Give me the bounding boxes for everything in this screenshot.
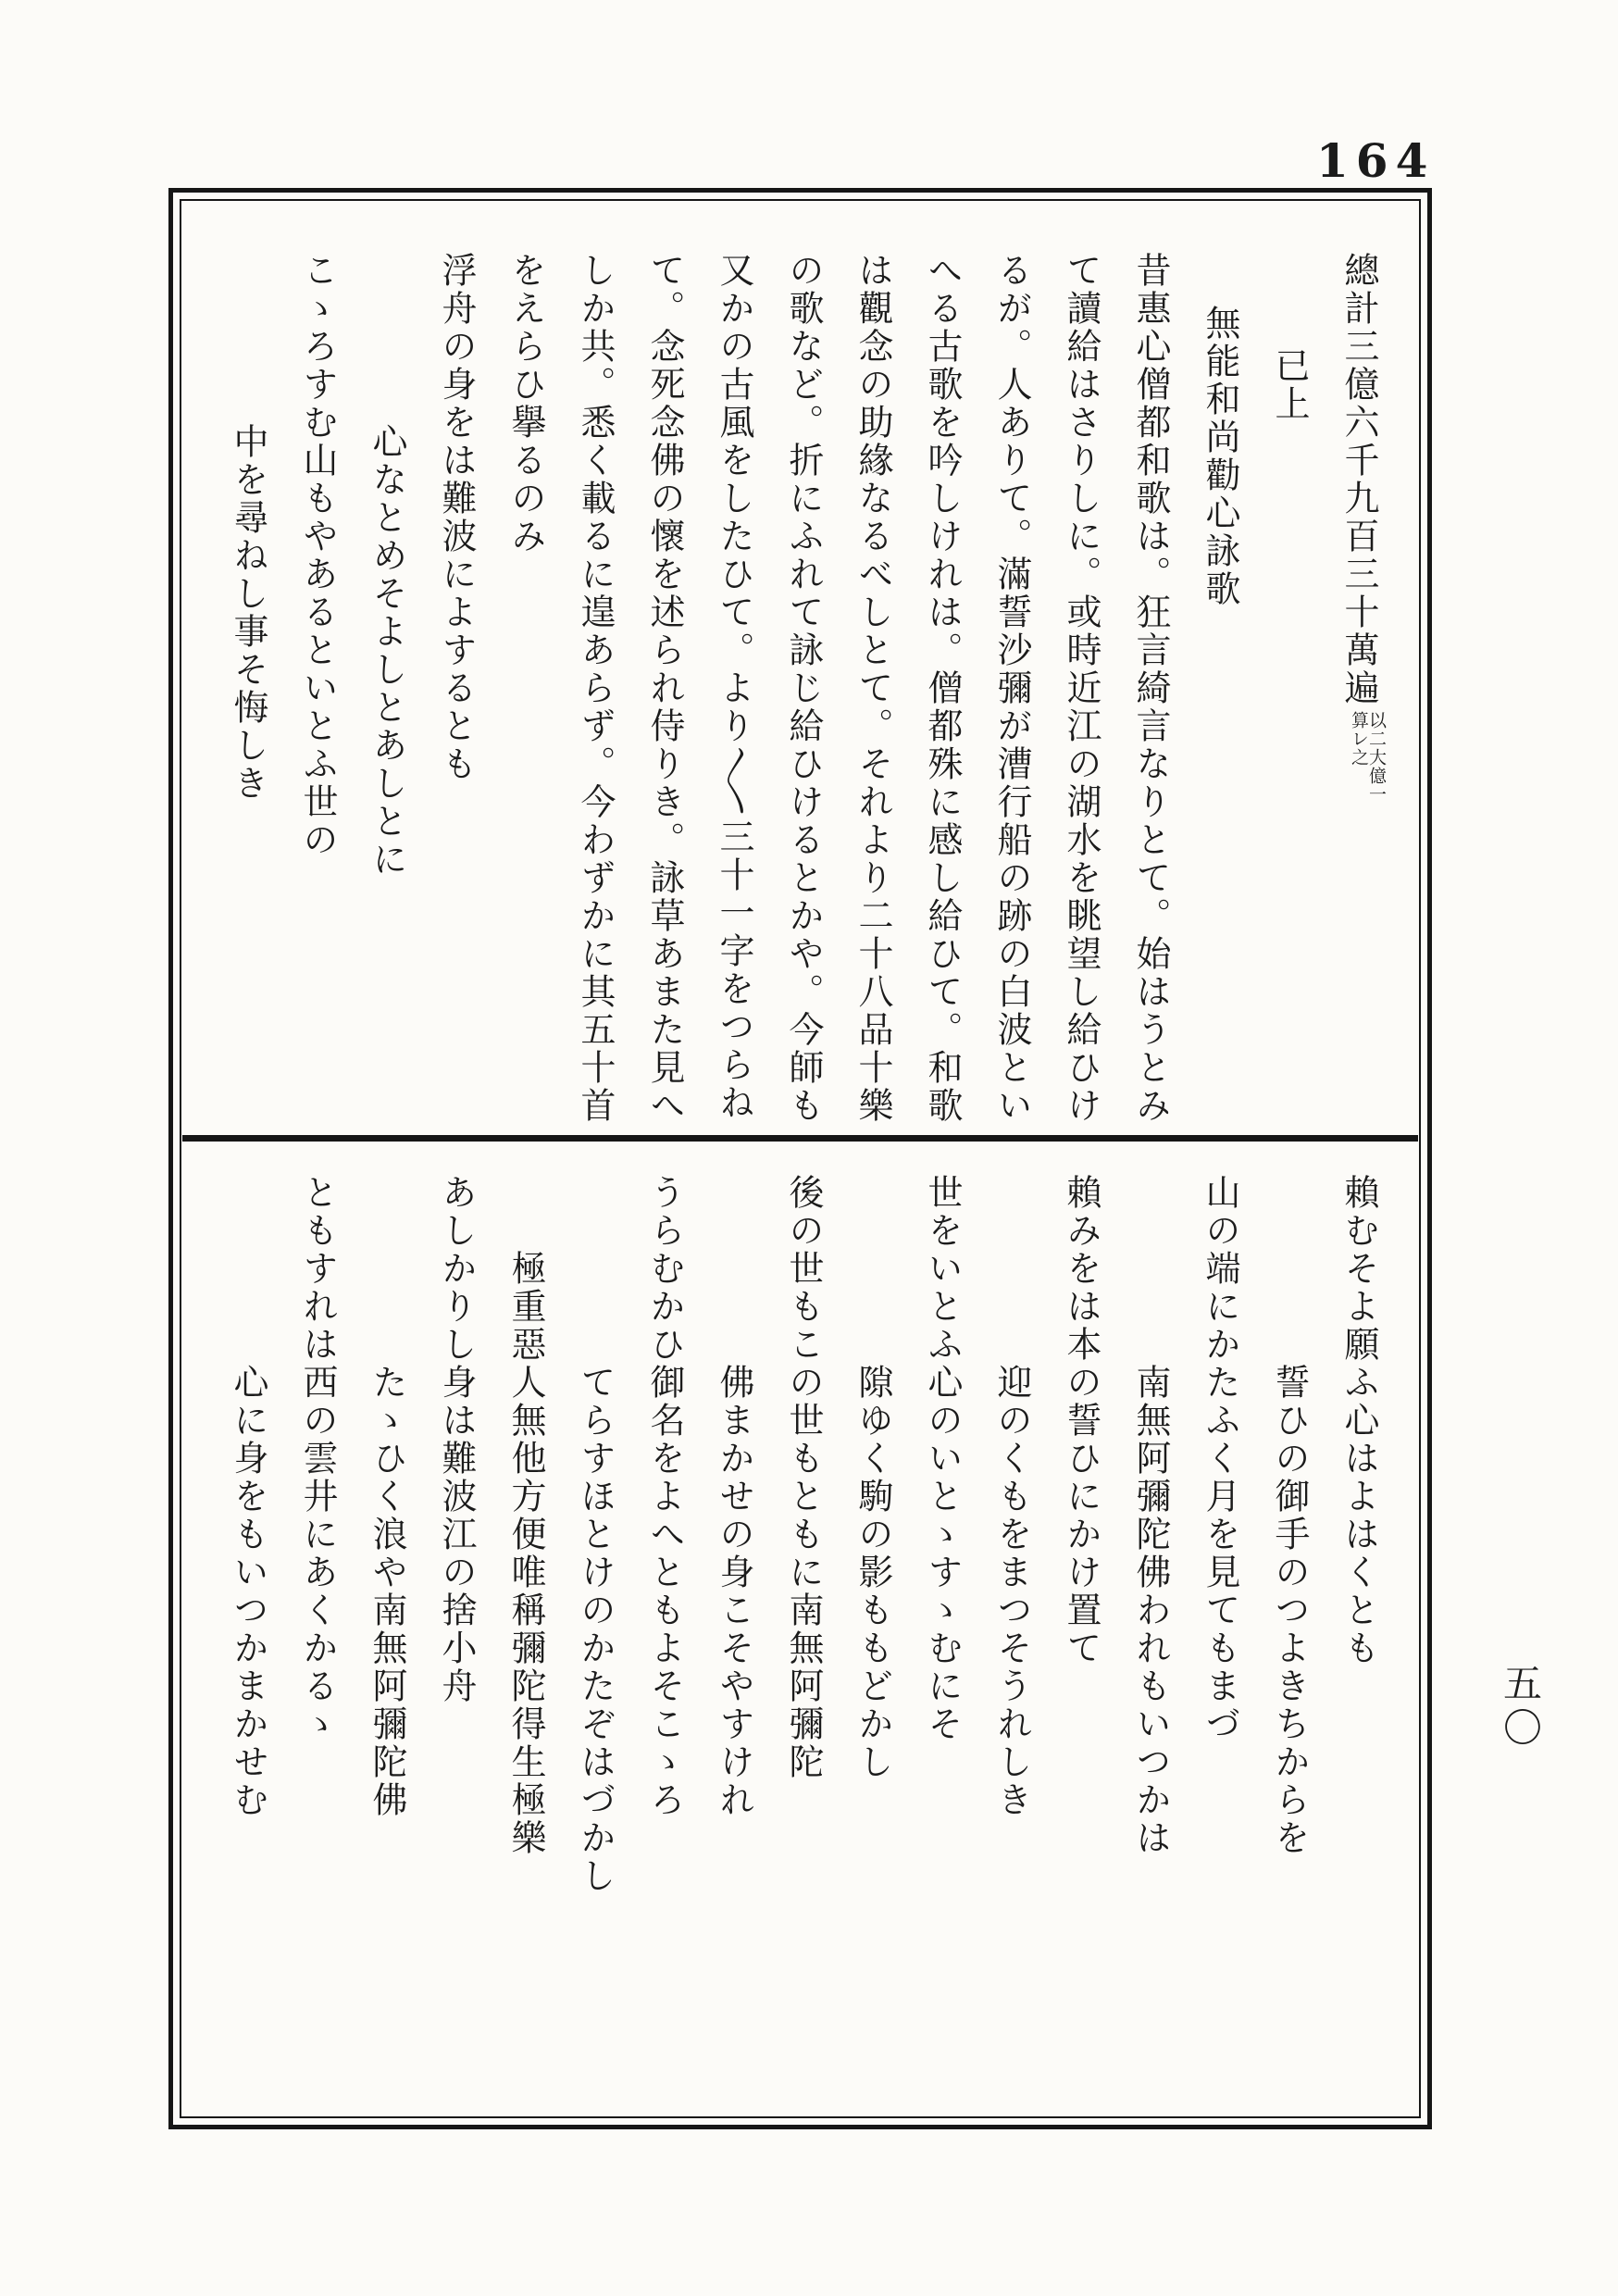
text-column: あしかりし身は難波江の捨小舟 — [436, 1174, 477, 1705]
text-column: 後の世もこの世もともに南無阿彌陀 — [783, 1174, 824, 1781]
text-column: うらむかひ御名をよへともよそこゝろ — [644, 1174, 685, 1819]
text-column: 浮舟の身をは難波によするとも — [436, 252, 477, 783]
text-column: 極重惡人無他方便唯稱彌陀得生極樂 — [505, 1250, 546, 1857]
text-column: は觀念の助緣なるべしとて。それより二十八品十樂 — [853, 252, 893, 1125]
text-column: てらすほとけのかたぞはづかし — [575, 1364, 616, 1895]
text-column: 賴むそよ願ふ心はよはくとも — [1338, 1174, 1379, 1667]
text-column: 昔惠心僧都和歌は。狂言綺言なりとて。始はうとみ — [1130, 252, 1171, 1125]
folio-marker: 五〇 — [1498, 1663, 1543, 1752]
text-column: 總計三億六千九百三十萬遍 以二大億一 算レ之 — [1338, 252, 1387, 804]
text-column: て。念死念佛の懷を述られ侍りき。詠草あまた見へ — [644, 252, 685, 1125]
warichu-note: 以二大億一 算レ之 — [1349, 711, 1387, 804]
text-column: 佛まかせの身こそやすけれ — [714, 1364, 754, 1819]
lower-text-section — [206, 1163, 1393, 2116]
text-column: の歌など。折にふれて詠じ給ひけるとかや。今師も — [783, 252, 824, 1125]
text-column: 心に身をもいつかまかせむ — [228, 1364, 268, 1819]
text-column: ともすれは西の雲井にあくかるゝ — [297, 1174, 338, 1743]
text-column: たゝひく浪や南無阿彌陀佛 — [367, 1364, 407, 1819]
text-column: 世をいとふ心のいとゝすゝむにそ — [922, 1174, 963, 1743]
text-column: 已上 — [1269, 347, 1310, 423]
text-column: をえらひ擧るのみ — [505, 252, 546, 555]
page-number: 164 — [1316, 133, 1436, 188]
text-column: 又かの古風をしたひて。より〱三十一字をつらね — [714, 252, 754, 1122]
text-column: 南無阿彌陀佛われもいつかは — [1130, 1364, 1171, 1857]
text-column: 迎のくもをまつそうれしき — [991, 1364, 1032, 1819]
text-column: 山の端にかたふく月を見てもまづ — [1200, 1174, 1240, 1743]
text-column: 誓ひの御手のつよきちからを — [1269, 1364, 1310, 1857]
text-column: 賴みをは本の誓ひにかけ置て — [1061, 1174, 1101, 1667]
text-column: るが。人ありて。滿誓沙彌が漕行船の跡の白波とい — [991, 252, 1032, 1125]
text-column: 隙ゆく駒の影ももどかし — [853, 1364, 893, 1781]
upper-text-section — [206, 241, 1393, 1135]
text-column: て讀給はさりしに。或時近江の湖水を眺望し給ひけ — [1061, 252, 1101, 1125]
section-divider-rule — [182, 1135, 1418, 1142]
text-column: 心なとめそよしとあしとに — [367, 423, 407, 879]
text-column: こゝろすむ山もやあるといとふ世の — [297, 252, 338, 859]
text-column: へる古歌を吟しけれは。僧都殊に感し給ひて。和歌 — [922, 252, 963, 1125]
text-column: 無能和尚勸心詠歌 — [1200, 305, 1240, 608]
text-column: 中を尋ねし事そ悔しき — [228, 423, 268, 803]
text-column: しか共。悉く載るに遑あらず。今わずかに其五十首 — [575, 252, 616, 1125]
